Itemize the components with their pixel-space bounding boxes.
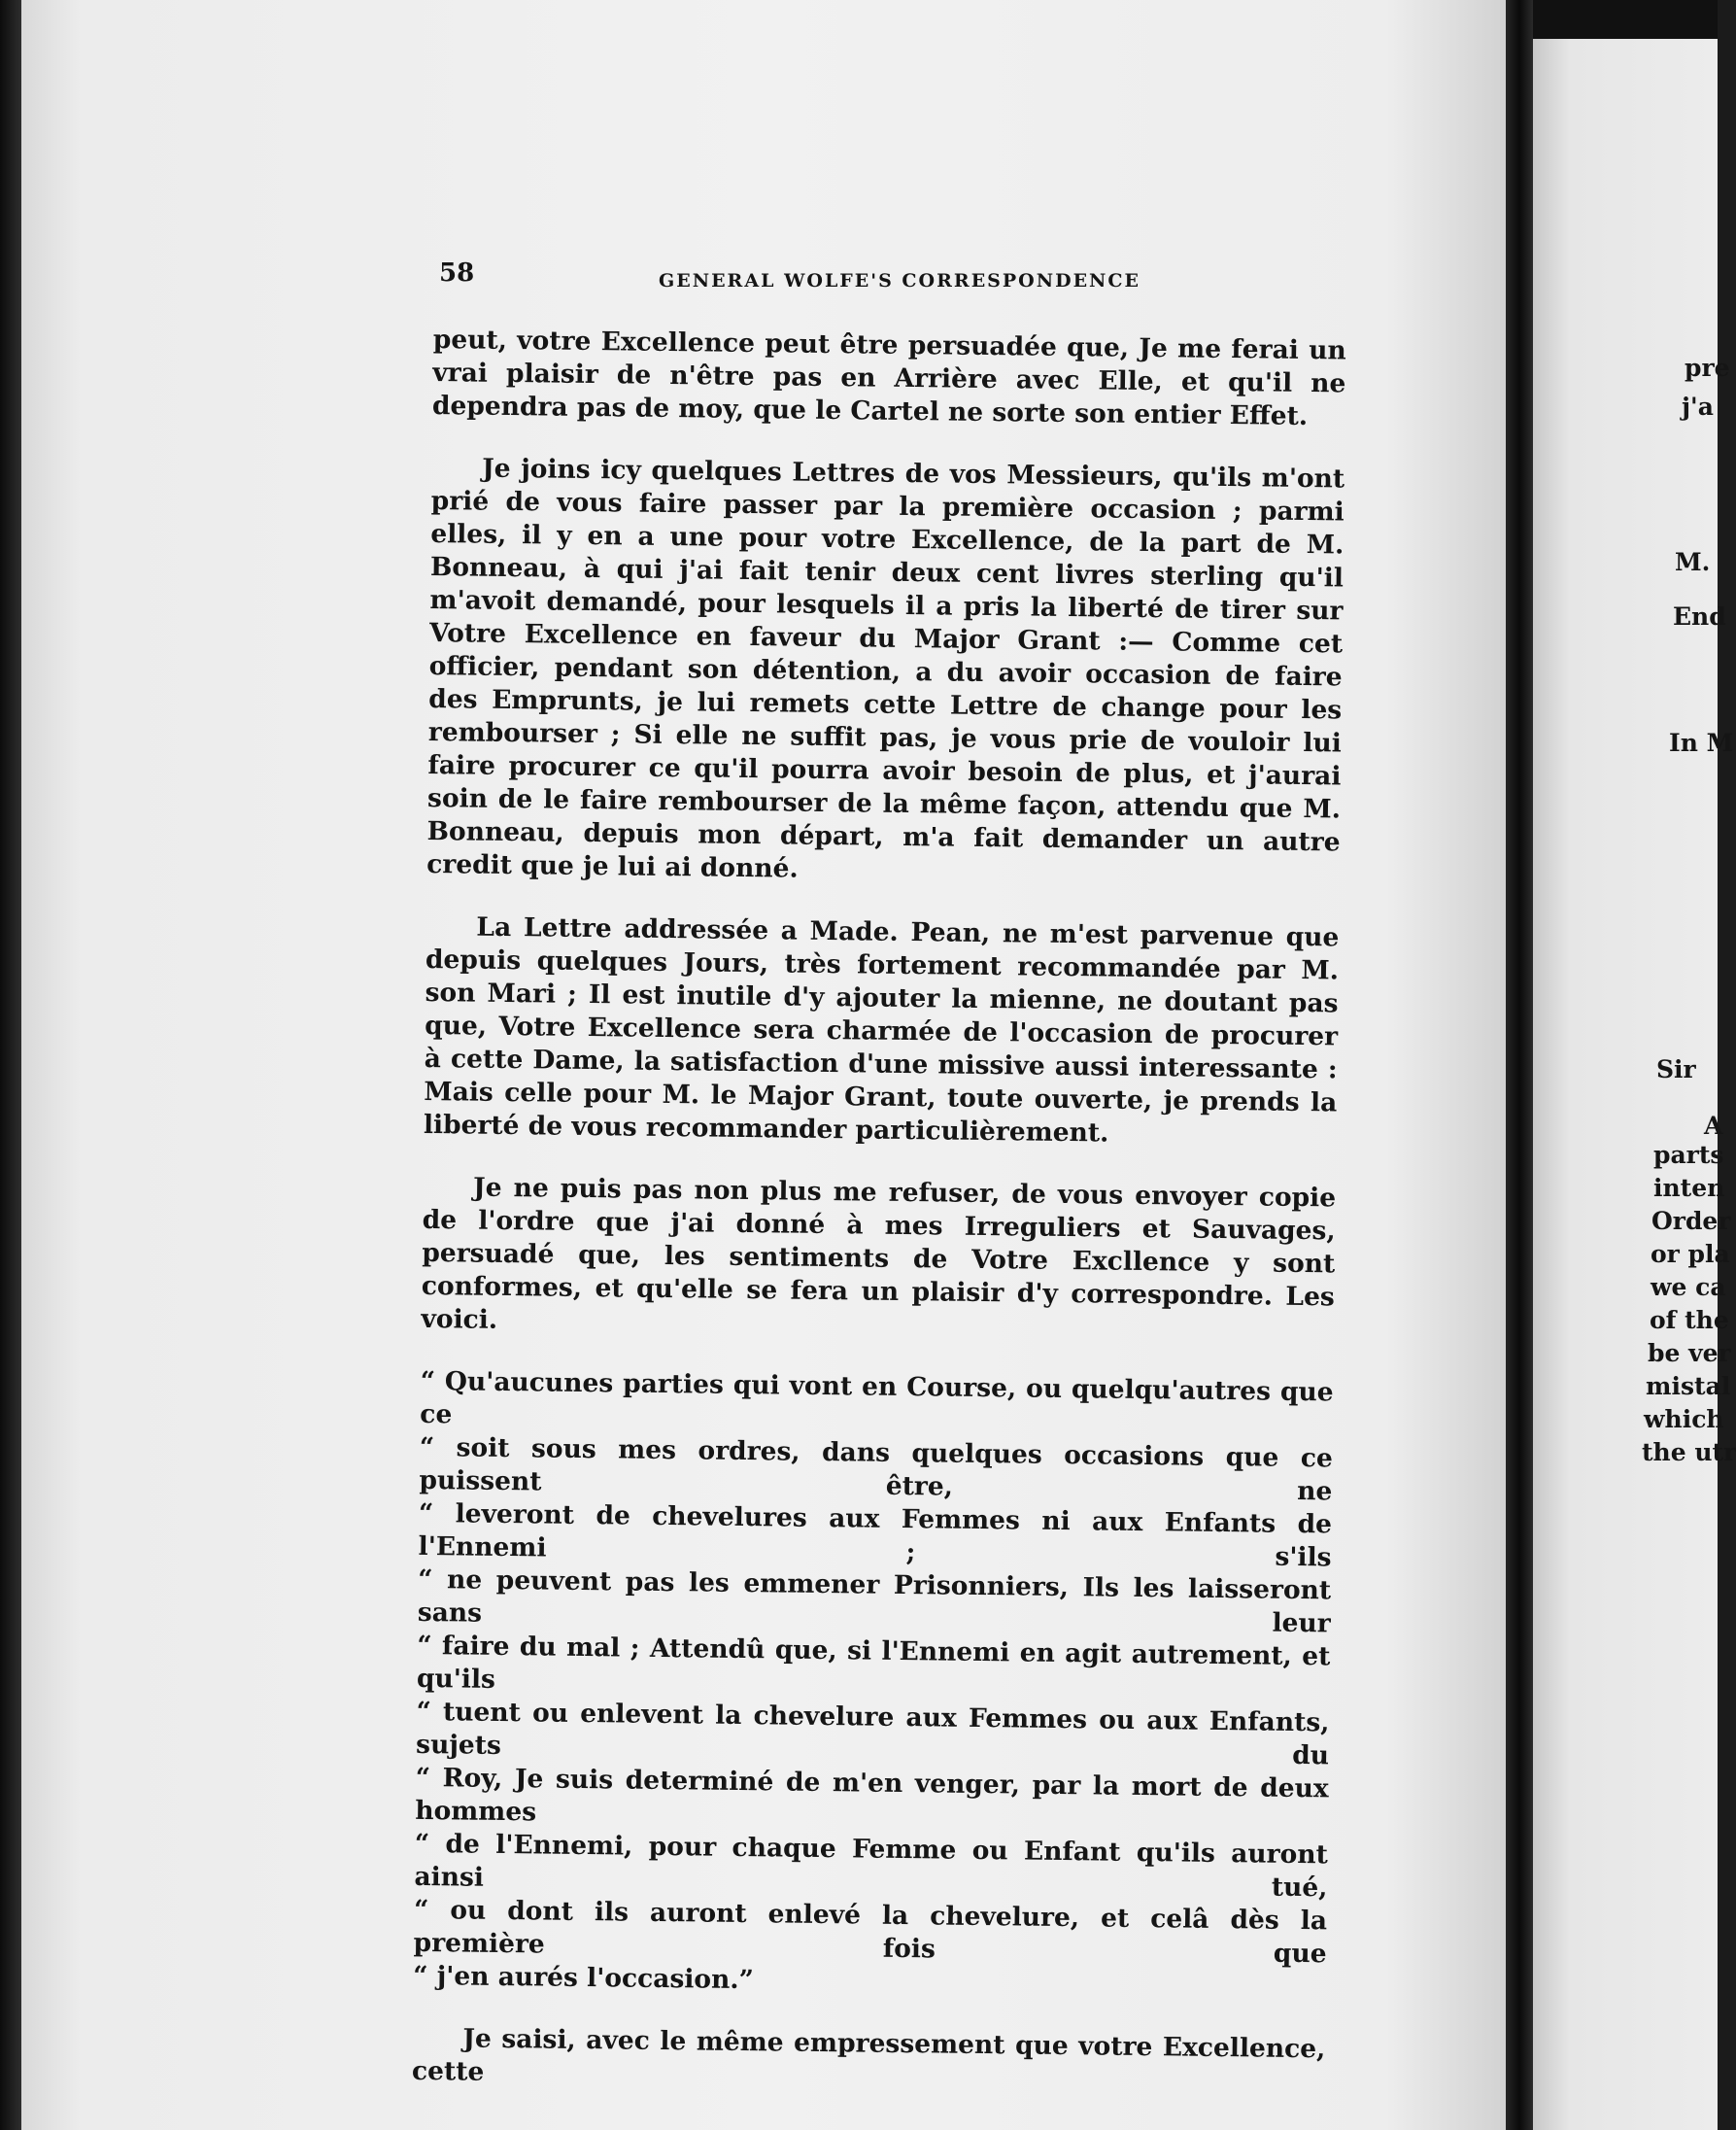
quote-line: “ Qu'aucunes parties qui vont en Course, ou quelqu'autres que ce [420, 1365, 1334, 1430]
quote-line: “ ou dont ils auront enlevé la chevelure, et celâ dès la première fois que [413, 1894, 1328, 1970]
facing-page-fragment: of the [1650, 1306, 1729, 1334]
facing-page-fragment: be ver [1648, 1339, 1731, 1367]
quote-line: “ leveront de chevelures aux Femmes ni aux Enfants de l'Ennemi ; s'ils [418, 1497, 1333, 1573]
quote-line: “ j'en aurés l'occasion.” [413, 1960, 755, 1996]
facing-page-fragment: inten [1653, 1174, 1725, 1202]
quote-line: “ faire du mal ; Attendû que, si l'Ennemi en agit autrement, et qu'ils [416, 1630, 1331, 1695]
paragraph-3: La Lettre addressée a Made. Pean, ne m'est parvenue que depuis quelques Jours, très fortement recommandée par M. son Mari ; Il est inutile d'y ajouter la mienne, ne doutant pas que, Votre Excellence sera charmée de l'occasion de procurer à cette Dame, la satisfaction d'une missive aussi interessante : Mais celle pour M. le Major Grant, toute ouverte, je prends la liberté de vous recommander particulièrement. [423, 911, 1340, 1149]
paragraph-1: peut, votre Excellence peut être persuadée que, Je me ferai un vrai plaisir de n'être pas en Arrière avec Elle, et qu'il ne dependra pas de moy, que le Cartel ne sorte son entier Effet. [431, 324, 1346, 432]
facing-page-fragment: Sir [1656, 1055, 1696, 1083]
book-gutter [1506, 0, 1533, 2130]
paragraph-5: Je saisi, avec le même empressement que votre Excellence, cette [411, 2023, 1326, 2087]
scan-top-edge [1533, 0, 1718, 39]
facing-page-edge [1533, 39, 1736, 2130]
quoted-order [413, 1365, 1334, 2004]
quote-line: “ tuent ou enlevent la chevelure aux Femmes ou aux Enfants, sujets du [415, 1696, 1330, 1771]
facing-page-fragment: In M [1669, 729, 1734, 757]
running-head: GENERAL WOLFE'S CORRESPONDENCE [659, 270, 1141, 292]
facing-page-fragment: M. [1675, 548, 1711, 576]
facing-page-fragment: A [1704, 1112, 1723, 1140]
facing-page-fragment: the utr [1642, 1438, 1736, 1466]
scan-left-edge [0, 0, 21, 2130]
facing-page-fragment: which [1644, 1405, 1724, 1433]
quote-line: “ ne peuvent pas les emmener Prisonniers, Ils les laisseront sans leur [417, 1563, 1332, 1639]
paragraph-2: Je joins icy quelques Lettres de vos Messieurs, qu'ils m'ont prié de vous faire passer par la première occasion ; parmi elles, il y en a une pour votre Excellence, de la part de M. Bonneau, à qui j'ai fait tenir deux cent livres sterling qu'il m'avoit demandé, pour lesquels il a pris la liberté de tirer sur Votre Excellence en faveur du Major Grant :— Comme cet officier, pendant son détention, a du avoir occasion de faire des Emprunts, je lui remets cette Lettre de change pour les rembourser ; Si elle ne suffit pas, je vous prie de vouloir lui faire procurer ce qu'il pourra avoir besoin de plus, et j'aurai soin de le faire rembourser de la même façon, attendu que M. Bonneau, depuis mon départ, m'a fait demander un autre credit que je lui ai donné. [426, 453, 1345, 884]
facing-page-fragment: we ca [1651, 1273, 1726, 1301]
paragraph-4: Je ne puis pas non plus me refuser, de vous envoyer copie de l'ordre que j'ai donné à mes Irreguliers et Sauvages, persuadé que, les sentiments de Votre Excllence y sont conformes, et qu'elle se fera un plaisir d'y correspondre. Les voici. [421, 1172, 1337, 1335]
page-number: 58 [439, 258, 475, 288]
facing-page-fragment: or pla [1651, 1240, 1730, 1268]
quote-line: “ de l'Ennemi, pour chaque Femme ou Enfant qu'ils auront ainsi tué, [414, 1828, 1329, 1904]
facing-page-fragment: mistal [1646, 1372, 1731, 1400]
page-body-text [411, 324, 1345, 2128]
facing-page-fragment: Order [1651, 1207, 1731, 1235]
facing-page-fragment: j'a [1682, 393, 1714, 421]
facing-page-fragment: parts [1653, 1141, 1724, 1169]
quote-line: “ soit sous mes ordres, dans quelques occasions que ce puissent être, ne [419, 1431, 1333, 1507]
facing-page-fragment: pre [1685, 354, 1730, 382]
quote-line: “ Roy, Je suis determiné de m'en venger, par la mort de deux hommes [415, 1762, 1329, 1828]
facing-page-fragment: End [1673, 602, 1726, 631]
